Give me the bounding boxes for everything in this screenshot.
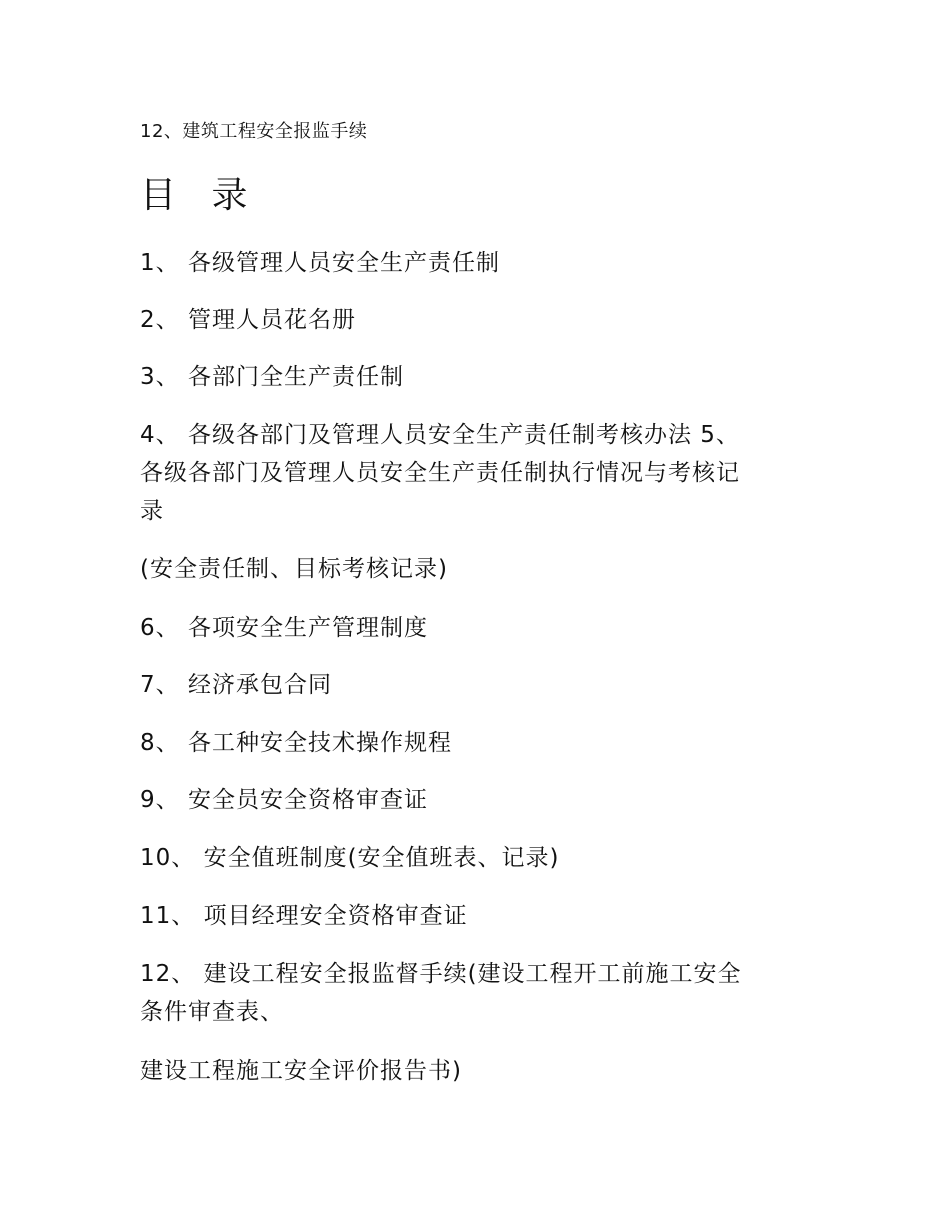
toc-item-11: 11、 项目经理安全资格审查证 [140, 903, 468, 929]
toc-item-3: 3、 各部门全生产责任制 [140, 364, 404, 390]
toc-item-12-line-1: 12、 建设工程安全报监督手续(建设工程开工前施工安全 [140, 961, 742, 987]
toc-item-8: 8、 各工种安全技术操作规程 [140, 730, 452, 756]
toc-item-6: 6、 各项安全生产管理制度 [140, 615, 428, 641]
toc-item-2: 2、 管理人员花名册 [140, 307, 356, 333]
toc-item-12-line-3: 建设工程施工安全评价报告书) [140, 1058, 462, 1084]
toc-item-7: 7、 经济承包合同 [140, 672, 332, 698]
toc-item-1: 1、 各级管理人员安全生产责任制 [140, 250, 500, 276]
toc-item-5-note: (安全责任制、目标考核记录) [140, 556, 448, 582]
page-header: 12、建筑工程安全报监手续 [140, 121, 368, 142]
toc-title: 目 录 [140, 175, 260, 216]
toc-item-4: 4、 各级各部门及管理人员安全生产责任制考核办法 5、 [140, 422, 740, 448]
toc-item-5-line-2: 录 [140, 498, 164, 524]
toc-item-10: 10、 安全值班制度(安全值班表、记录) [140, 845, 560, 871]
toc-item-5-line-1: 各级各部门及管理人员安全生产责任制执行情况与考核记 [140, 460, 740, 486]
toc-item-9: 9、 安全员安全资格审查证 [140, 787, 428, 813]
toc-item-12-line-2: 条件审查表、 [140, 999, 284, 1025]
